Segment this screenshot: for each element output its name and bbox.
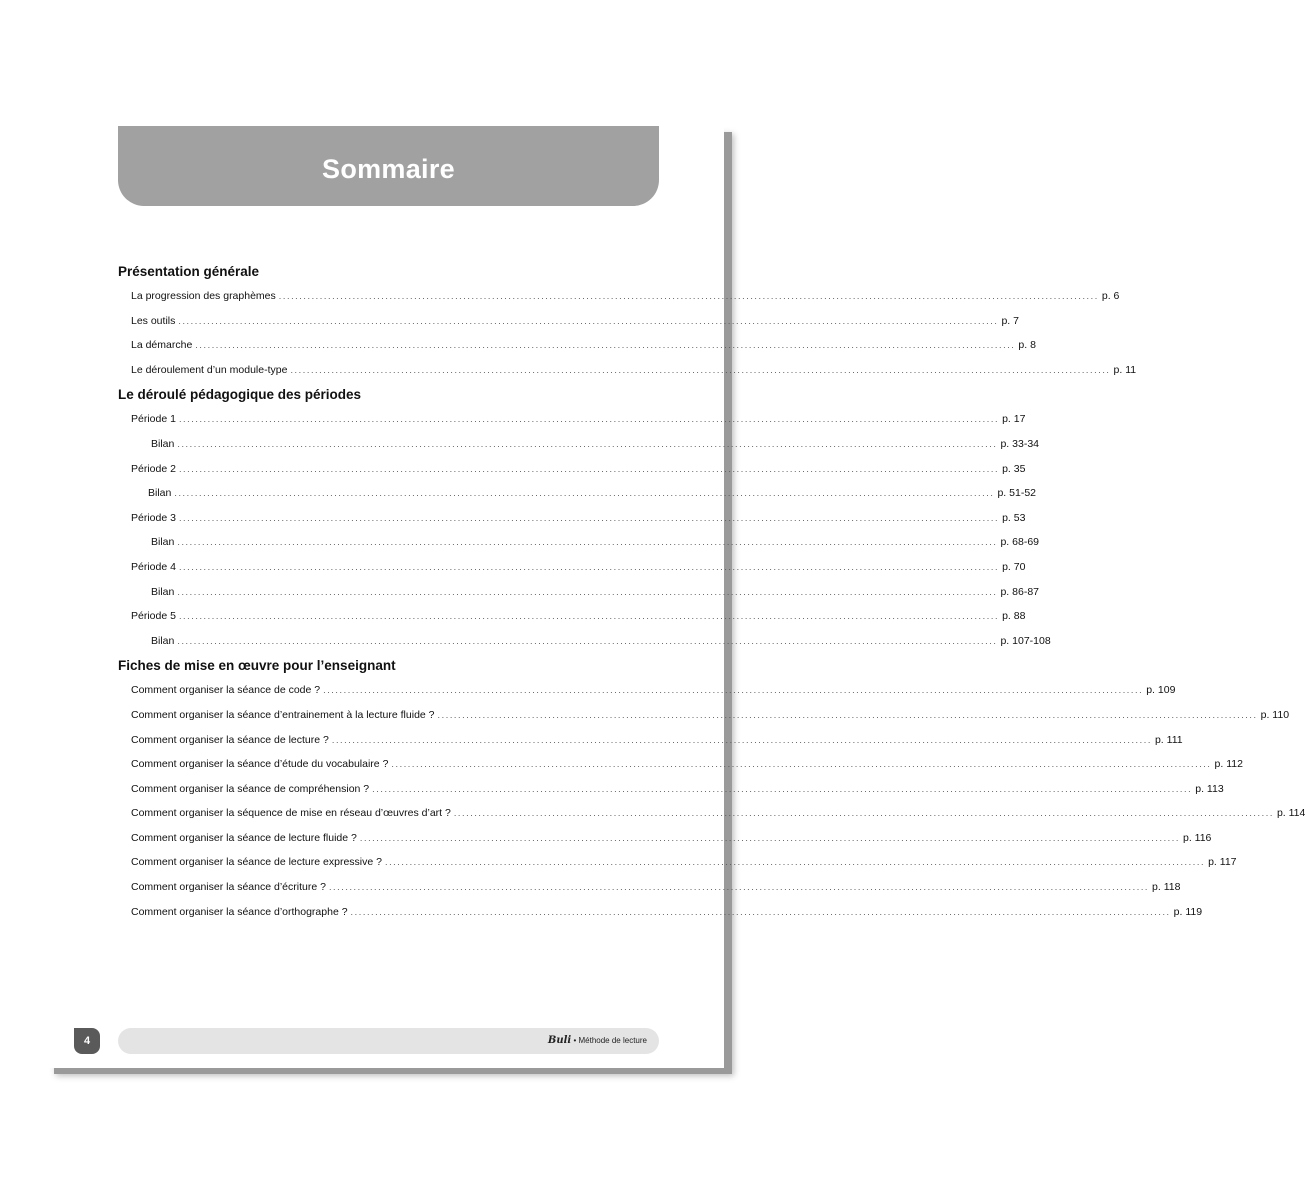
section-heading: Le déroulé pédagogique des périodes xyxy=(118,387,362,403)
toc-entry-page: p. 119 xyxy=(1173,905,1203,918)
toc-subentry[interactable] xyxy=(118,481,1036,506)
leader-dots: ........................................................................................................................................................................................................ xyxy=(437,709,1258,720)
toc-entry-label: Comment organiser la séance de lecture expressive ? xyxy=(131,856,382,869)
toc-entry-page: p. 110 xyxy=(1260,708,1290,721)
title-banner xyxy=(118,126,659,206)
toc-entry-page: p. 35 xyxy=(1002,462,1026,475)
toc-entry-label: Bilan xyxy=(151,634,175,647)
toc-entry-page: p. 117 xyxy=(1208,856,1237,869)
section-heading: Fiches de mise en œuvre pour l’enseignant xyxy=(118,658,396,674)
leader-dots: ........................................................................................................................................................................................................ xyxy=(177,438,998,449)
leader-dots: ........................................................................................................................................................................................................ xyxy=(178,611,1000,622)
leader-dots: ........................................................................................................................................................................................................ xyxy=(178,561,1000,572)
toc-entry-label: Bilan xyxy=(151,585,175,598)
toc-entry[interactable] xyxy=(118,506,1026,531)
toc-entry[interactable] xyxy=(118,284,1120,309)
leader-dots: ........................................................................................................................................................................................................ xyxy=(195,340,1016,351)
footer-separator: • xyxy=(573,1036,577,1045)
leader-dots: ........................................................................................................................................................................................................ xyxy=(178,512,1000,523)
leader-dots: ........................................................................................................................................................................................................ xyxy=(328,882,1150,893)
toc-entry-page: p. 7 xyxy=(1001,314,1019,327)
leader-dots: ........................................................................................................................................................................................................ xyxy=(384,857,1206,868)
toc-entry-page: p. 17 xyxy=(1002,413,1026,426)
toc-subentry[interactable] xyxy=(118,530,1039,555)
toc-entry-label: Comment organiser la séance d’orthographe ? xyxy=(131,905,348,918)
toc-entry-page: p. 51-52 xyxy=(997,487,1036,500)
leader-dots: ........................................................................................................................................................................................................ xyxy=(331,734,1152,745)
toc-entry-page: p. 68-69 xyxy=(1000,536,1039,549)
toc-entry[interactable] xyxy=(118,728,1183,753)
toc-entry-page: p. 111 xyxy=(1154,733,1183,746)
toc-entry[interactable] xyxy=(118,850,1237,875)
toc-entry-label: Comment organiser la séquence de mise en réseau d’œuvres d’art ? xyxy=(131,807,451,820)
toc-entry[interactable] xyxy=(118,678,1176,703)
toc-entry[interactable] xyxy=(118,801,1305,826)
toc-entry-page: p. 118 xyxy=(1152,881,1181,894)
toc-entry-label: Les outils xyxy=(131,314,176,327)
toc-entry-page: p. 53 xyxy=(1002,511,1026,524)
table-of-contents xyxy=(118,259,1305,924)
toc-entry-page: p. 109 xyxy=(1146,684,1176,697)
toc-entry-label: Période 5 xyxy=(131,610,176,623)
toc-entry-label: Bilan xyxy=(151,437,175,450)
toc-entry-label: Comment organiser la séance de compréhension ? xyxy=(131,782,370,795)
toc-subentry[interactable] xyxy=(118,580,1039,605)
leader-dots: ........................................................................................................................................................................................................ xyxy=(323,685,1144,696)
toc-entry-label: La progression des graphèmes xyxy=(131,290,276,302)
toc-entry-label: Comment organiser la séance d’étude du vocabulaire ? xyxy=(131,758,389,771)
footer-brand xyxy=(548,1035,647,1046)
leader-dots: ........................................................................................................................................................................................................ xyxy=(359,832,1180,843)
toc-entry[interactable] xyxy=(118,358,1137,383)
toc-entry-label: Comment organiser la séance de lecture fluide ? xyxy=(131,831,357,844)
toc-entry-label: Le déroulement d’un module-type xyxy=(131,363,288,376)
toc-entry-label: Comment organiser la séance d’entrainement à la lecture fluide ? xyxy=(131,708,435,721)
brand-logo: Buli xyxy=(547,1035,572,1046)
toc-entry-page: p. 70 xyxy=(1002,560,1026,573)
toc-entry[interactable] xyxy=(118,826,1212,851)
leader-dots: ........................................................................................................................................................................................................ xyxy=(177,635,998,646)
leader-dots: ........................................................................................................................................................................................................ xyxy=(350,906,1171,917)
toc-entry-page: p. 86-87 xyxy=(1000,585,1039,598)
leader-dots: ........................................................................................................................................................................................................ xyxy=(178,414,1000,425)
leader-dots: ........................................................................................................................................................................................................ xyxy=(372,783,1193,794)
toc-entry[interactable] xyxy=(118,309,1019,334)
toc-entry[interactable] xyxy=(118,457,1026,482)
toc-entry[interactable] xyxy=(118,900,1203,925)
toc-entry-page: p. 113 xyxy=(1195,782,1224,795)
toc-entry-page: p. 33-34 xyxy=(1000,437,1039,450)
toc-entry[interactable] xyxy=(118,333,1036,358)
toc-entry-label: Comment organiser la séance de lecture ? xyxy=(131,733,329,746)
toc-entry-label: Période 3 xyxy=(131,511,176,524)
toc-entry-label: Période 1 xyxy=(131,413,176,426)
toc-entry-page: p. 107-108 xyxy=(1000,634,1051,647)
toc-entry-page: p. 116 xyxy=(1182,831,1212,844)
toc-entry-page: p. 11 xyxy=(1113,363,1137,376)
footer-bar xyxy=(118,1028,659,1054)
leader-dots: ........................................................................................................................................................................................................ xyxy=(177,586,998,597)
toc-entry-label: Bilan xyxy=(148,487,172,500)
toc-entry[interactable] xyxy=(118,555,1026,580)
toc-entry-label: Bilan xyxy=(151,536,175,549)
toc-entry-label: Comment organiser la séance d’écriture ? xyxy=(131,881,326,894)
toc-entry-label: La démarche xyxy=(131,339,193,352)
leader-dots: ........................................................................................................................................................................................................ xyxy=(178,463,1000,474)
page-title: Sommaire xyxy=(322,153,455,184)
leader-dots: ........................................................................................................................................................................................................ xyxy=(177,537,998,548)
leader-dots: ........................................................................................................................................................................................................ xyxy=(453,808,1274,819)
toc-entry[interactable] xyxy=(118,752,1243,777)
leader-dots: ........................................................................................................................................................................................................ xyxy=(290,364,1111,375)
footer-subtitle: Méthode de lecture xyxy=(578,1036,647,1045)
toc-entry-page: p. 8 xyxy=(1018,339,1036,352)
section-heading: Présentation générale xyxy=(118,264,260,279)
leader-dots: ........................................................................................................................................................................................................ xyxy=(391,759,1212,770)
toc-entry-label: Période 2 xyxy=(131,462,176,475)
leader-dots: ........................................................................................................................................................................................................ xyxy=(174,488,995,499)
toc-entry-label: Comment organiser la séance de code ? xyxy=(131,684,321,697)
toc-entry[interactable] xyxy=(118,407,1026,432)
leader-dots: ........................................................................................................................................................................................................ xyxy=(278,291,1099,301)
toc-entry-page: p. 6 xyxy=(1101,290,1120,302)
toc-entry-label: Période 4 xyxy=(131,560,176,573)
page-number-badge: 4 xyxy=(74,1028,100,1054)
toc-entry[interactable] xyxy=(118,777,1224,802)
toc-subentry[interactable] xyxy=(118,629,1051,654)
toc-entry[interactable] xyxy=(118,703,1290,728)
toc-entry-page: p. 112 xyxy=(1214,758,1243,771)
toc-entry-page: p. 114 xyxy=(1276,807,1305,820)
toc-entry-page: p. 88 xyxy=(1002,610,1026,623)
leader-dots: ........................................................................................................................................................................................................ xyxy=(178,315,999,326)
toc-entry[interactable] xyxy=(118,875,1181,900)
toc-subentry[interactable] xyxy=(118,432,1039,457)
toc-entry[interactable] xyxy=(118,604,1026,629)
